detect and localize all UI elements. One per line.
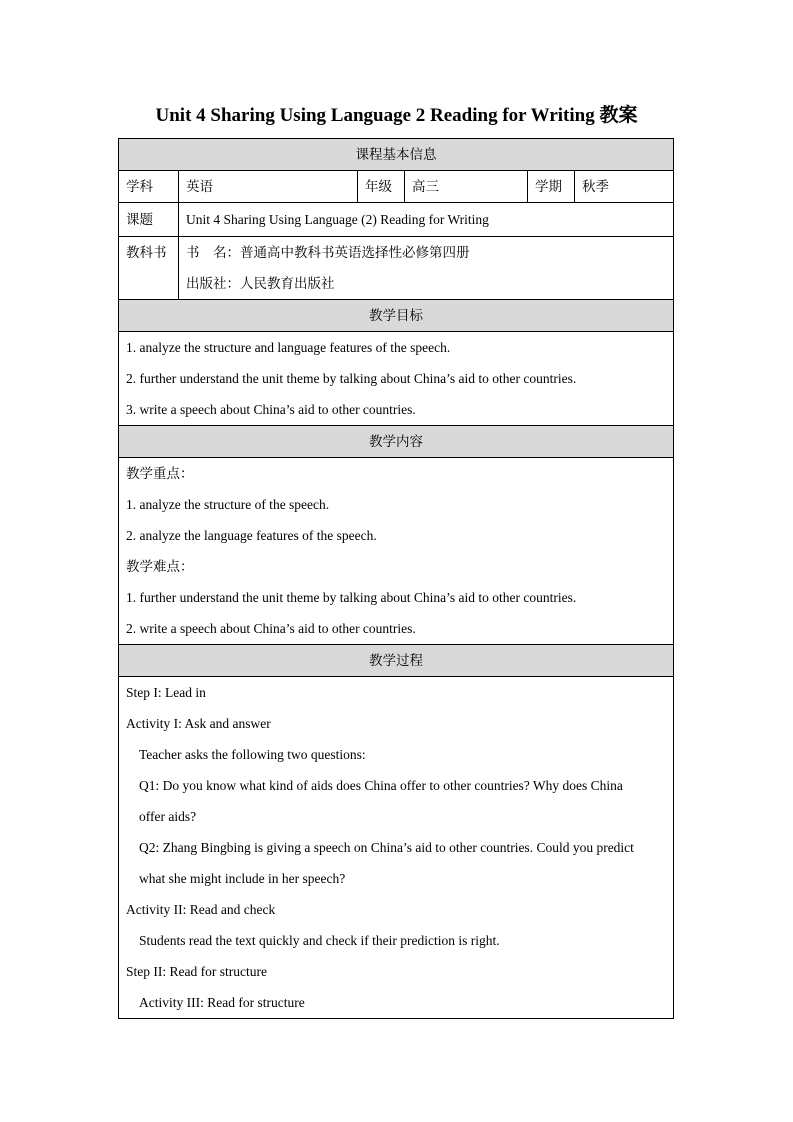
key-point-item: 2. analyze the language features of the speech. — [126, 528, 377, 543]
section-header-process: 教学过程 — [119, 645, 674, 677]
lesson-plan-table — [118, 138, 674, 1019]
activity-heading: Activity II: Read and check — [126, 902, 276, 917]
key-points-label: 教学重点： — [126, 466, 194, 481]
content-row — [119, 458, 674, 645]
difficulties-label: 教学难点： — [126, 559, 194, 574]
question-text: Q2: Zhang Bingbing is giving a speech on China’s aid to other countries. Could you predict — [139, 840, 634, 855]
difficulty-item: 1. further understand the unit theme by talking about China’s aid to other countries. — [126, 590, 577, 605]
topic-value: Unit 4 Sharing Using Language (2) Reading for Writing — [179, 203, 674, 237]
textbook-row — [119, 237, 674, 300]
question-text: Q1: Do you know what kind of aids does China offer to other countries? Why does China — [139, 778, 623, 793]
objective-item: 1. analyze the structure and language features of the speech. — [126, 340, 451, 355]
textbook-label: 教科书 — [126, 245, 167, 260]
subject-value: 英语 — [179, 171, 358, 203]
textbook-name: 书 名：普通高中教科书英语选择性必修第四册 — [186, 245, 470, 260]
term-label: 学期 — [528, 171, 575, 203]
activity-text: Students read the text quickly and check if their prediction is right. — [139, 933, 500, 948]
objectives-row — [119, 332, 674, 426]
objective-item: 2. further understand the unit theme by talking about China’s aid to other countries. — [126, 371, 577, 386]
objective-item: 3. write a speech about China’s aid to other countries. — [126, 402, 416, 417]
topic-row — [119, 203, 674, 237]
question-text: offer aids? — [139, 809, 197, 824]
topic-label: 课题 — [119, 203, 179, 237]
process-row — [119, 677, 674, 1019]
activity-text: Teacher asks the following two questions: — [139, 747, 366, 762]
grade-label: 年级 — [358, 171, 405, 203]
difficulty-item: 2. write a speech about China’s aid to other countries. — [126, 621, 416, 636]
subject-label: 学科 — [119, 171, 179, 203]
step-heading: Step I: Lead in — [126, 685, 206, 700]
key-point-item: 1. analyze the structure of the speech. — [126, 497, 330, 512]
section-header-objectives: 教学目标 — [119, 300, 674, 332]
activity-heading: Activity III: Read for structure — [139, 995, 305, 1010]
textbook-publisher: 出版社：人民教育出版社 — [186, 276, 335, 291]
section-header-basic-info: 课程基本信息 — [119, 139, 674, 171]
term-value: 秋季 — [575, 171, 674, 203]
question-text: what she might include in her speech? — [139, 871, 346, 886]
activity-heading: Activity I: Ask and answer — [126, 716, 271, 731]
grade-value: 高三 — [405, 171, 528, 203]
subject-row — [119, 171, 674, 203]
section-header-content: 教学内容 — [119, 426, 674, 458]
document-title: Unit 4 Sharing Using Language 2 Reading for Writing 教案 — [155, 105, 638, 126]
step-heading: Step II: Read for structure — [126, 964, 267, 979]
